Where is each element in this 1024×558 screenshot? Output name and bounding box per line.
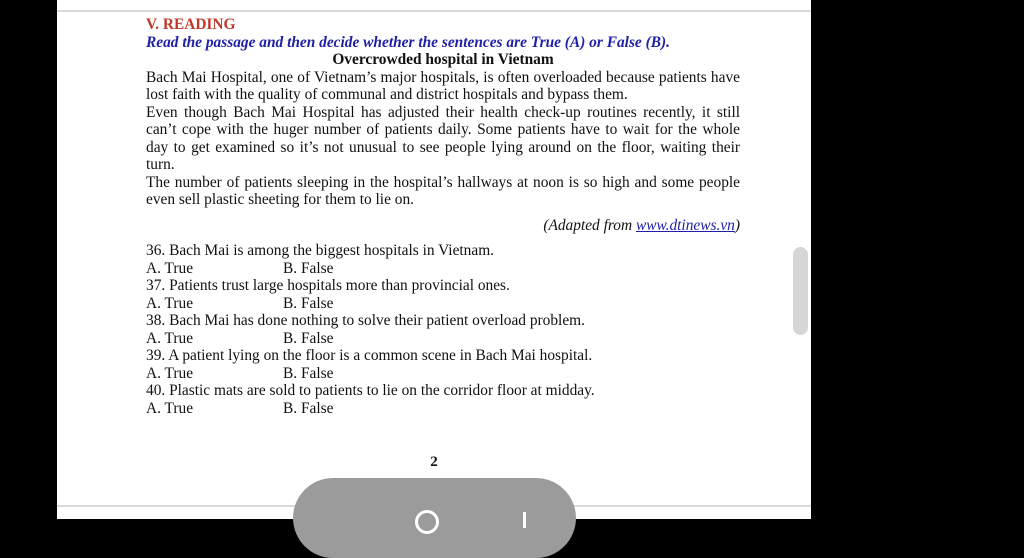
- document-page: [57, 0, 811, 519]
- option-a[interactable]: A. True: [146, 259, 194, 277]
- question-options: [146, 260, 740, 278]
- question-39: [146, 347, 740, 382]
- option-b[interactable]: B. False: [283, 399, 334, 417]
- question-text: 36. Bach Mai is among the biggest hospitals in Vietnam.: [146, 242, 495, 259]
- option-b[interactable]: B. False: [283, 259, 334, 277]
- viewer-controls-pill[interactable]: [293, 478, 576, 558]
- option-a[interactable]: A. True: [146, 399, 194, 417]
- question-37: [146, 277, 740, 312]
- question-options: [146, 400, 740, 418]
- passage-title: Overcrowded hospital in Vietnam: [332, 51, 554, 68]
- question-text: 37. Patients trust large hospitals more than provincial ones.: [146, 277, 510, 294]
- question-36: [146, 242, 740, 277]
- source-suffix: ): [734, 216, 740, 234]
- question-options: [146, 295, 740, 313]
- source-link[interactable]: www.dtinews.vn: [635, 216, 735, 234]
- info-icon[interactable]: [415, 510, 439, 534]
- page-number: 2: [430, 454, 438, 470]
- source-citation: [146, 217, 740, 235]
- passage-paragraph: Even though Bach Mai Hospital has adjusted their health check-up routines recently, it still can’t cope with the huger number of patients daily. Some patients have to wait for the whole day to get examined so it’s not unusual to see people lying around on the floor, waiting their turn.: [146, 103, 740, 173]
- question-options: [146, 365, 740, 383]
- option-b[interactable]: B. False: [283, 294, 334, 312]
- question-text: 40. Plastic mats are sold to patients to lie on the corridor floor at midday.: [146, 382, 595, 399]
- instructions: Read the passage and then decide whether the sentences are True (A) or False (B).: [146, 33, 670, 51]
- vertical-scrollbar[interactable]: [793, 247, 808, 335]
- option-b[interactable]: B. False: [283, 364, 334, 382]
- spacer: [146, 234, 740, 242]
- option-a[interactable]: A. True: [146, 364, 194, 382]
- source-prefix: (Adapted from: [543, 216, 636, 234]
- question-text: 38. Bach Mai has done nothing to solve their patient overload problem.: [146, 312, 585, 329]
- question-38: [146, 312, 740, 347]
- divider-icon: [523, 512, 526, 528]
- passage-paragraph: The number of patients sleeping in the hospital’s hallways at noon is so high and some people even sell plastic sheeting for them to lie on.: [146, 173, 740, 208]
- reading-section: [146, 16, 740, 417]
- page-top-divider: [57, 10, 811, 12]
- passage-paragraph: Bach Mai Hospital, one of Vietnam’s major hospitals, is often overloaded because patients have lost faith with the quality of communal and district hospitals and bypass them.: [146, 68, 740, 103]
- section-title: V. READING: [146, 16, 236, 33]
- question-40: [146, 382, 740, 417]
- question-text: 39. A patient lying on the floor is a common scene in Bach Mai hospital.: [146, 347, 593, 364]
- question-options: [146, 330, 740, 348]
- option-b[interactable]: B. False: [283, 329, 334, 347]
- option-a[interactable]: A. True: [146, 329, 194, 347]
- option-a[interactable]: A. True: [146, 294, 194, 312]
